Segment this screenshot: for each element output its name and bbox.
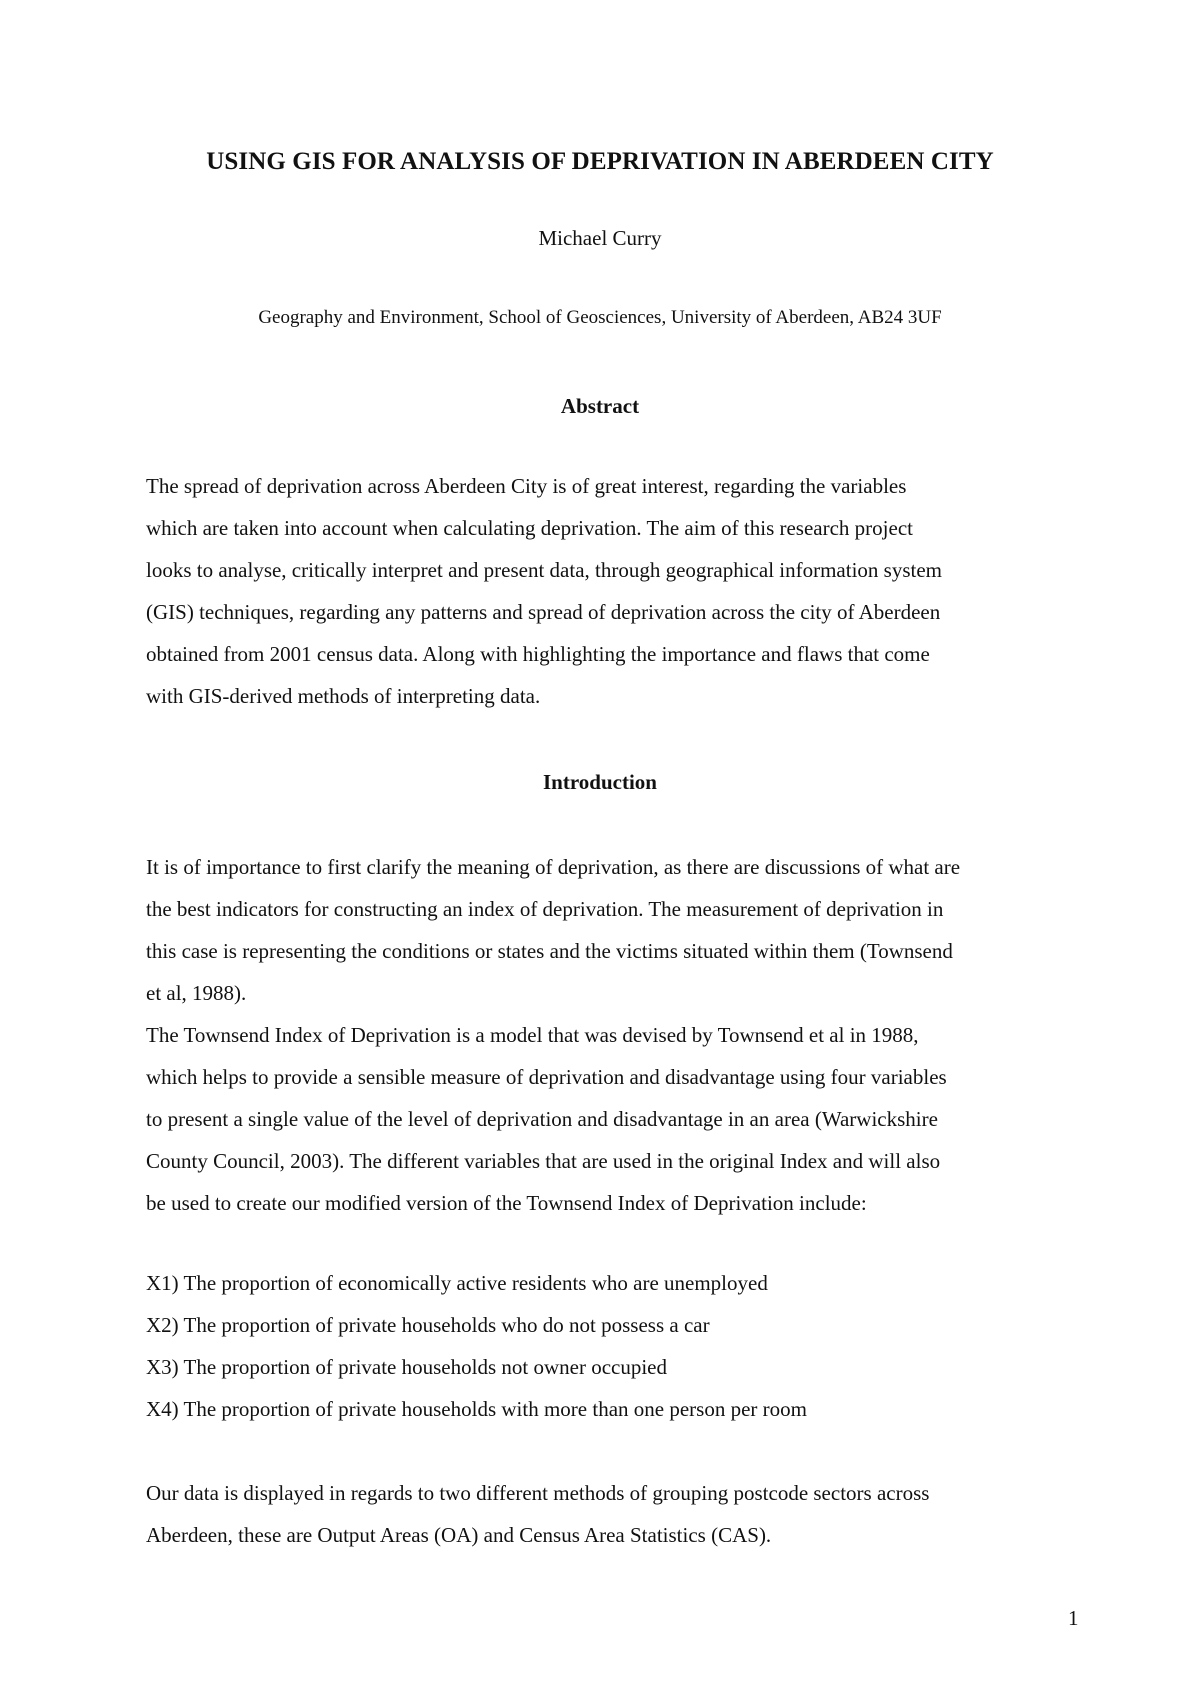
paper-title: USING GIS FOR ANALYSIS OF DEPRIVATION IN ABERDEEN CITY: [206, 148, 994, 175]
abstract-line: which are taken into account when calculating deprivation. The aim of this research project: [146, 516, 913, 540]
variable-item: X2) The proportion of private households who do not possess a car: [146, 1313, 710, 1337]
abstract-line: with GIS-derived methods of interpreting data.: [146, 684, 541, 708]
variable-item: X4) The proportion of private households with more than one person per room: [146, 1397, 807, 1421]
author-affiliation: Geography and Environment, School of Geosciences, University of Aberdeen, AB24 3UF: [258, 307, 942, 328]
page-number: 1: [1068, 1606, 1079, 1630]
introduction-line: et al, 1988).: [146, 981, 247, 1005]
abstract-heading: Abstract: [560, 394, 640, 418]
closing-paragraph: [146, 1472, 1096, 1556]
author-name: Michael Curry: [538, 226, 662, 250]
introduction-line: the best indicators for constructing an index of deprivation. The measurement of deprivation in: [146, 897, 944, 921]
closing-line: Our data is displayed in regards to two different methods of grouping postcode sectors across: [146, 1481, 930, 1505]
introduction-line: this case is representing the conditions or states and the victims situated within them (Townsend: [146, 939, 953, 963]
variables-list: [146, 1262, 1096, 1430]
introduction-line: be used to create our modified version of the Townsend Index of Deprivation include:: [146, 1191, 867, 1215]
introduction-line: County Council, 2003). The different variables that are used in the original Index and will also: [146, 1149, 941, 1173]
introduction-heading: Introduction: [543, 770, 657, 794]
abstract-line: obtained from 2001 census data. Along with highlighting the importance and flaws that come: [146, 642, 930, 666]
introduction-paragraph: [146, 846, 1096, 1224]
abstract-line: looks to analyse, critically interpret and present data, through geographical information system: [146, 558, 943, 582]
introduction-line: which helps to provide a sensible measure of deprivation and disadvantage using four variables: [146, 1065, 947, 1089]
introduction-line: It is of importance to first clarify the meaning of deprivation, as there are discussions of what are: [146, 855, 961, 879]
abstract-line: The spread of deprivation across Aberdeen City is of great interest, regarding the variables: [146, 474, 907, 498]
introduction-line: The Townsend Index of Deprivation is a model that was devised by Townsend et al in 1988,: [146, 1023, 919, 1047]
introduction-line: to present a single value of the level of deprivation and disadvantage in an area (Warwickshire: [146, 1107, 938, 1131]
variable-item: X1) The proportion of economically active residents who are unemployed: [146, 1271, 768, 1295]
variable-item: X3) The proportion of private households not owner occupied: [146, 1355, 667, 1379]
abstract-paragraph: [146, 465, 1096, 717]
closing-line: Aberdeen, these are Output Areas (OA) and Census Area Statistics (CAS).: [146, 1523, 772, 1547]
abstract-line: (GIS) techniques, regarding any patterns and spread of deprivation across the city of Aberdeen: [146, 600, 941, 624]
